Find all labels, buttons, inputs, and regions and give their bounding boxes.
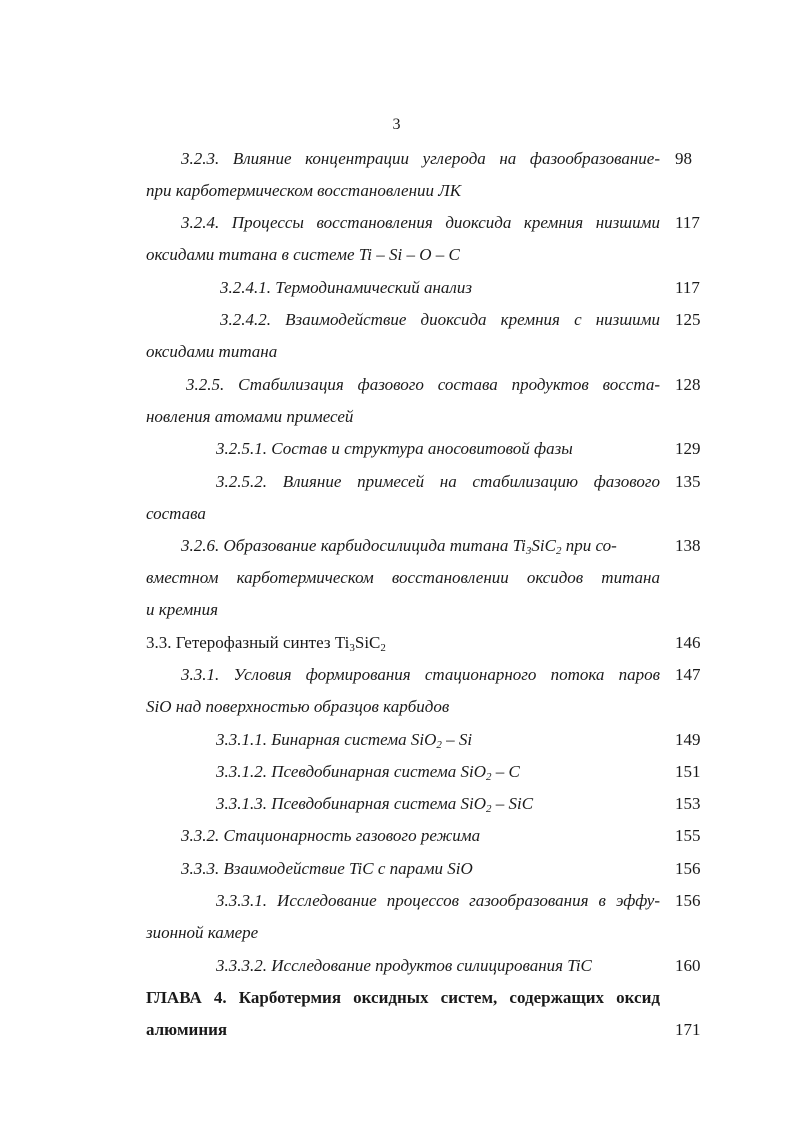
toc-entry-3-3-1-3: 3.3.1.3. Псевдобинарная система SiO$_2$ – SiC [216,794,534,815]
toc-entry-3-3-3-1-line-2: зионной камере [146,923,259,942]
toc-entry-3-2-5-2-line-1: 3.2.5.2. Влияние примесей на стабилизацию фазового [216,472,660,491]
toc-entry-3-2-5-line-2: новления атомами примесей [146,407,354,426]
toc-page-3-3-1-3: 153 [675,794,701,813]
toc-entry-3-3-1-1: 3.3.1.1. Бинарная система SiO$_2$ – Si [216,730,473,751]
toc-entry-3-2-4-line-1: 3.2.4. Процессы восстановления диоксида кремния низшими [181,213,660,232]
toc-page-3-3: 146 [675,633,701,652]
toc-entry-3-2-6-line-2: вместном карботермическом восстановлении оксидов титана [146,568,660,587]
toc-entry-3-2-4-line-2: оксидами титана в системе Ti – Si – O – C [146,245,460,264]
toc-page-3-2-3: 98 [675,149,692,168]
toc-chapter-4-line-1: ГЛАВА 4. Карботермия оксидных систем, содержащих оксид [146,988,660,1007]
toc-page-3-2-5-1: 129 [675,439,701,458]
toc-entry-3-3-1-line-1: 3.3.1. Условия формирования стационарного потока паров [181,665,660,684]
toc-page-3-3-3-1: 156 [675,891,701,910]
toc-page-3-2-4-1: 117 [675,278,700,297]
toc-entry-3-2-3-line-2: при карботермическом восстановлении ЛК [146,181,462,200]
toc-page-3-2-6: 138 [675,536,701,555]
toc-entry-3-2-6-text: 3.2.6. Образование карбидосилицида титана $Ti_3SiC_2$ при со- [181,536,617,557]
toc-page-3-2-4-2: 125 [675,310,701,329]
toc-entry-3-2-5-line-1: 3.2.5. Стабилизация фазового состава продуктов восста- [186,375,660,394]
toc-entry-3-3-3-1-line-1: 3.3.3.1. Исследование процессов газообразования в эффу- [216,891,660,910]
toc-entry-3-2-6-line-3: и кремния [146,600,219,619]
toc-page-3-2-5: 128 [675,375,701,394]
toc-page-3-3-1-2: 151 [675,762,701,781]
toc-entry-3-2-3-line-1: 3.2.3. Влияние концентрации углерода на фазообразование- [181,149,660,168]
toc-page-3-3-1: 147 [675,665,701,684]
toc-page-3-3-1-1: 149 [675,730,701,749]
toc-page-3-3-3: 156 [675,859,701,878]
toc-entry-3-2-5-1: 3.2.5.1. Состав и структура аносовитовой фазы [216,439,573,458]
toc-entry-3-3-3-2: 3.3.3.2. Исследование продуктов силицирования TiC [216,956,592,975]
toc-entry-3-3-1-2: 3.3.1.2. Псевдобинарная система SiO$_2$ – C [216,762,520,783]
toc-page-3-2-4: 117 [675,213,700,232]
toc-entry-3-2-4-2-line-1: 3.2.4.2. Взаимодействие диоксида кремния с низшими [220,310,660,329]
toc-entry-3-3: 3.3. Гетерофазный синтез $Ti_3SiC_2$ [146,633,386,654]
toc-page-chapter-4: 171 [675,1020,701,1039]
toc-entry-3-2-4-1: 3.2.4.1. Термодинамический анализ [220,278,472,297]
toc-entry-3-2-5-2-line-2: состава [146,504,206,523]
toc-page-3-2-5-2: 135 [675,472,701,491]
toc-entry-3-2-4-2-line-2: оксидами титана [146,342,278,361]
toc-entry-3-3-3: 3.3.3. Взаимодействие TiC с парами SiO [181,859,473,878]
toc-entry-3-3-1-line-2: SiO над поверхностью образцов карбидов [146,697,450,716]
toc-page-3-3-2: 155 [675,826,701,845]
toc-entry-3-2-6-line-1 [181,535,660,557]
toc-page-3-3-3-2: 160 [675,956,701,975]
page-number: 3 [392,116,401,133]
toc-entry-3-3-2: 3.3.2. Стационарность газового режима [181,826,481,845]
toc-chapter-4-line-2: алюминия [146,1020,228,1039]
